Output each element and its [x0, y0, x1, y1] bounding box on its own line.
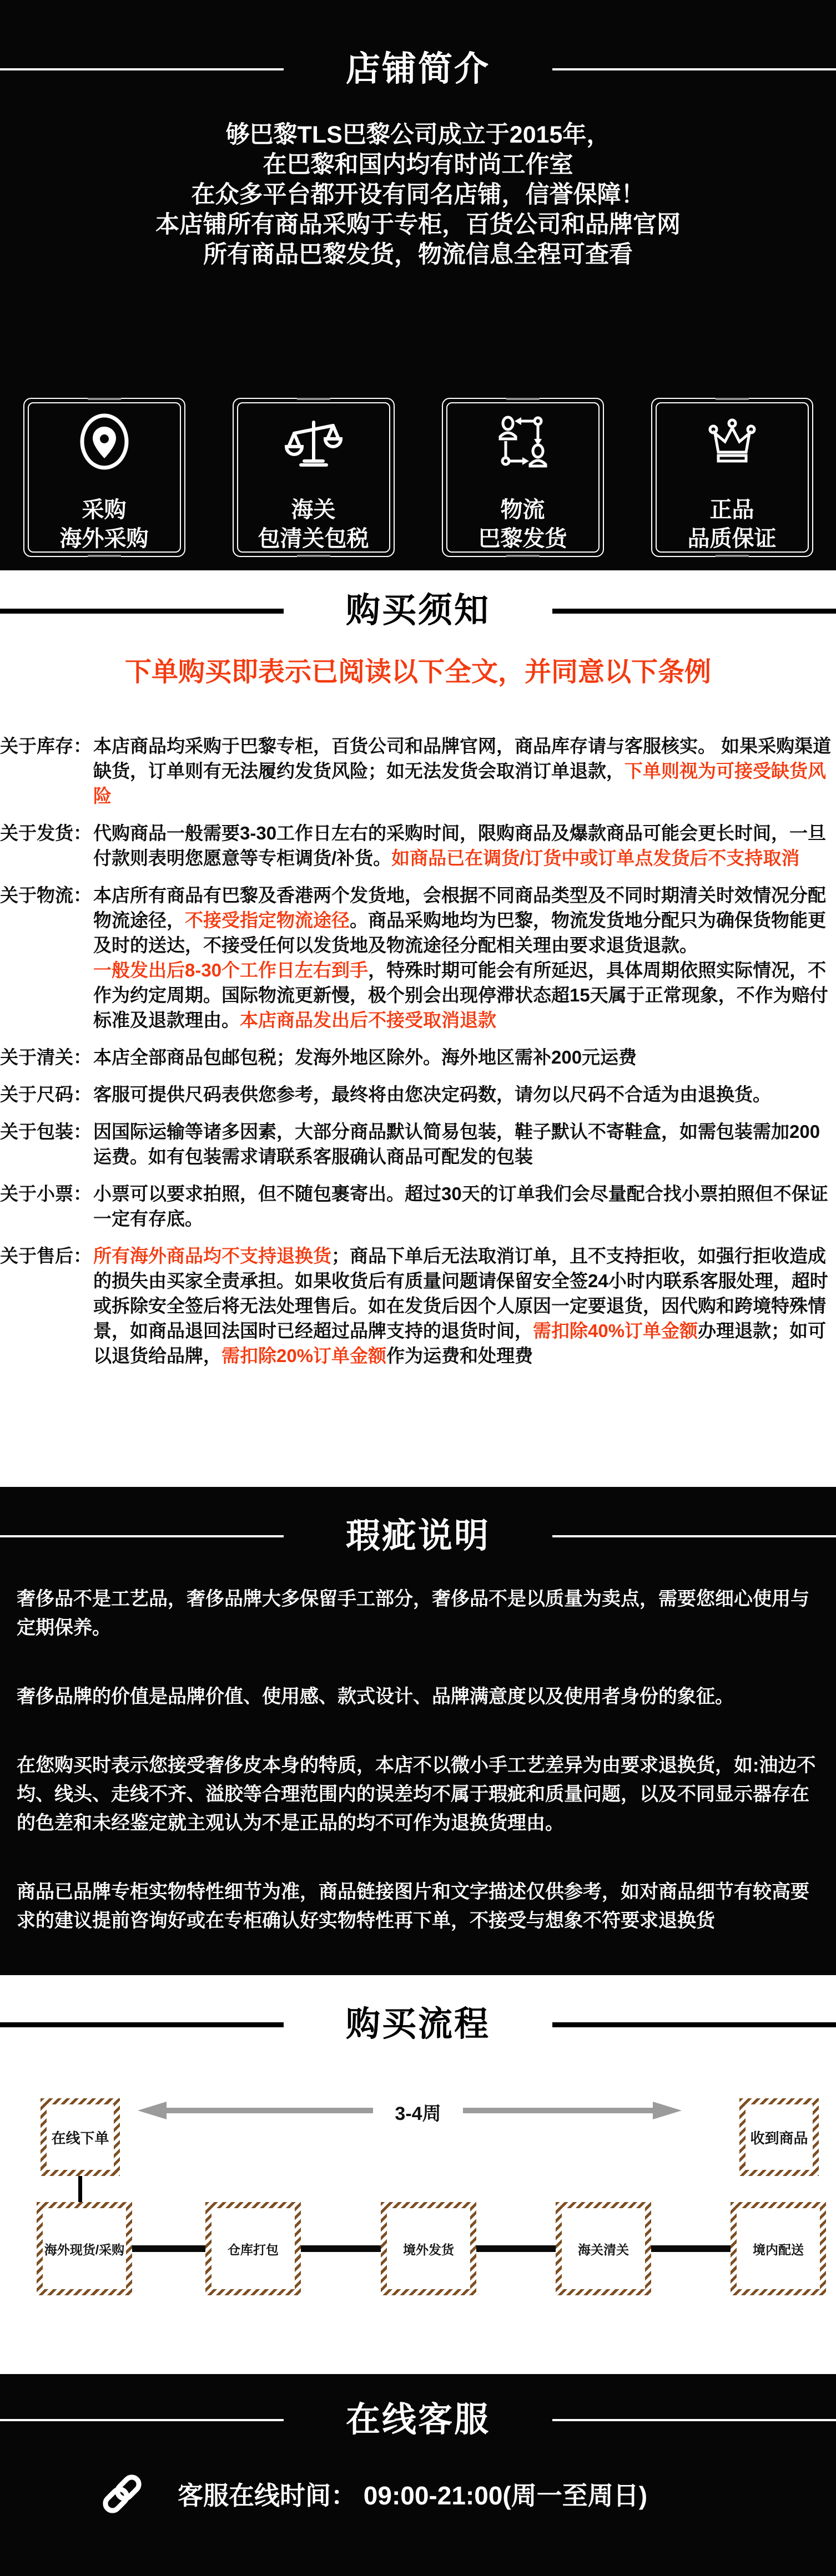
flow-start-box	[41, 2098, 120, 2176]
service-row	[94, 2466, 836, 2522]
title-line-right	[552, 2022, 836, 2027]
notice-item-label: 关于清关：	[0, 1047, 92, 1067]
title-line-left	[0, 2022, 284, 2027]
flow-connector	[301, 2245, 381, 2252]
service-title-row	[0, 2374, 836, 2441]
notice-item-text	[93, 821, 836, 871]
flow-step-label: 海关清关	[562, 2208, 645, 2289]
defect-paragraph: 商品已品牌专柜实物特性细节为准，商品链接图片和文字描述仅供参考，如对商品细节有较高要求的建议提前咨询好或在专柜确认好实物特性再下单，不接受与想象不符要求退换货	[17, 1881, 809, 1931]
text-highlight: 本店商品发出后不接受取消退款	[240, 1010, 496, 1030]
text-segment: 代购商品一般需要3-30工作日左右的采购时间，限购商品及爆款商品可能会更长时间，一旦付款则表明您愿意等专柜调货/补货。	[93, 823, 827, 868]
section-defect-note	[0, 1487, 836, 1975]
store-intro-title: 店铺简介	[346, 50, 491, 88]
guarantee-badge	[23, 398, 185, 557]
guarantee-badge-frame	[656, 402, 809, 553]
store-intro-text	[0, 120, 836, 270]
text-highlight: 一般发出后8-30个工作日左右到手	[93, 960, 369, 980]
service-hours: 客服在线时间： 09:00-21:00(周一至周日)	[178, 2481, 648, 2510]
logistics-icon	[492, 411, 553, 472]
guarantee-badge-frame	[446, 402, 600, 553]
guarantee-badges	[0, 398, 836, 557]
notice-item-label: 关于包装：	[0, 1121, 92, 1142]
title-line-left	[0, 2419, 284, 2421]
flow-step-box	[381, 2202, 476, 2295]
text-highlight: 需扣除40%订单金额	[533, 1320, 698, 1341]
text-segment: 客服可提供尺码表供您参考，最终将由您决定码数，请勿以尺码不合适为由退换货。	[93, 1084, 771, 1105]
badge-label-line1: 海关	[291, 498, 336, 522]
arrow-left-head-icon	[138, 2102, 167, 2119]
notice-item-text	[93, 1119, 836, 1169]
text-segment: 本店所有商品有巴黎及香港两个发货地，会根据不同商品类型及不同时期清关时效情况分配物流途径，	[93, 885, 826, 930]
text-highlight: 所有海外商品均不支持退换货	[93, 1246, 331, 1266]
defect-paragraph: 在您购买时表示您接受奢侈皮本身的特质，本店不以微小手工艺差异为由要求退换货，如:油边不均、线头、走线不齐、溢胶等合理范围内的误差均不属于瑕疵和质量问题，以及不同显示器存在的色差和未经鉴定就主观认为不是正品的均不可作为退换货理由。	[17, 1755, 816, 1834]
defect-title-row	[0, 1487, 836, 1557]
section-purchase-process	[0, 1975, 836, 2374]
location-pin-icon	[74, 411, 135, 472]
text-highlight: 如商品已在调货/订货中或订单点发货后不支持取消	[391, 848, 800, 868]
text-highlight: 不接受指定物流途径	[185, 910, 350, 930]
text-segment: 。商品采购地均为巴黎，物流发货地分配只为确保货物能更及时的送达，不接受任何以发货地及物流途径分配相关理由要求退货退款。	[93, 910, 826, 955]
process-title-row	[0, 1975, 836, 2045]
flow-step-box	[37, 2202, 132, 2295]
notice-alert: 下单购买即表示已阅读以下全文，并同意以下条例	[124, 657, 711, 687]
flow-step-label: 境内配送	[737, 2208, 820, 2289]
badge-label-line2: 包清关包税	[258, 527, 369, 551]
badge-label-line1: 采购	[82, 498, 127, 522]
badge-label-line2: 品质保证	[687, 527, 777, 551]
title-line-right	[552, 68, 836, 70]
section-purchase-notice	[0, 570, 836, 1487]
chain-link-icon	[94, 2466, 150, 2522]
defect-paragraphs	[0, 1585, 836, 1935]
notice-item	[0, 1119, 836, 1169]
notice-list	[0, 733, 836, 1397]
purchase-notice-title: 购买须知	[346, 591, 491, 630]
notice-item	[0, 1045, 836, 1070]
notice-item-text	[93, 1181, 836, 1231]
notice-item-text	[93, 733, 836, 808]
flow-connector	[651, 2245, 731, 2252]
notice-item-text	[93, 1243, 836, 1368]
arrow-left-shaft	[167, 2108, 373, 2113]
scales-icon	[283, 411, 344, 472]
store-intro-line: 在巴黎和国内均有时尚工作室	[263, 151, 573, 178]
store-intro-line: 够巴黎TLS巴黎公司成立于2015年，	[225, 122, 611, 148]
title-line-left	[0, 609, 284, 614]
flow-start-label: 在线下单	[47, 2104, 114, 2170]
defect-paragraph: 奢侈品不是工艺品，奢侈品牌大多保留手工部分，奢侈品不是以质量为卖点，需要您细心使用与定期保养。	[17, 1588, 809, 1638]
store-intro-line: 本店铺所有商品采购于专柜，百货公司和品牌官网	[155, 211, 681, 238]
badge-label-line1: 物流	[500, 498, 545, 522]
section-online-service	[0, 2374, 836, 2576]
defect-paragraph: 奢侈品牌的价值是品牌价值、使用感、款式设计、品牌满意度以及使用者身份的象征。	[17, 1686, 734, 1707]
text-segment: 作为运费和处理费	[386, 1345, 533, 1366]
notice-item-label: 关于库存：	[0, 736, 92, 756]
arrow-right-shaft	[463, 2108, 653, 2113]
notice-item-label: 关于物流：	[0, 885, 92, 905]
title-line-right	[552, 2419, 836, 2421]
text-segment: ；商品下单后无法取消订单，且不支持拒收，如强行拒收造成的损失由买家全责承担。如果收货后有质量问题请保留安全签24小时内联系客服处理，超时或拆除安全签后将无法处理售后。如在发货后因个人原因一定要退货，因代购和跨境特殊情景，如商品退回法国时已经超过品牌支持的退货时间，	[93, 1246, 828, 1341]
duration-label: 3-4周	[395, 2103, 441, 2124]
title-line-right	[552, 609, 836, 614]
flow-step-label: 海外现货/采购	[43, 2208, 126, 2289]
text-segment: 因国际运输等诸多因素，大部分商品默认简易包装，鞋子默认不寄鞋盒，如需包装需加200运费。如有包装需求请联系客服确认商品可配发的包装	[93, 1121, 820, 1167]
purchase-notice-title-row	[0, 570, 836, 631]
text-highlight: 下单则视为可接受缺货风险	[93, 761, 826, 806]
arrow-right-head-icon	[653, 2102, 682, 2119]
title-line-right	[552, 1535, 836, 1537]
flow-step-label: 仓库打包	[211, 2208, 295, 2289]
guarantee-badge-frame	[237, 402, 390, 553]
flow-step-box	[731, 2202, 826, 2295]
text-segment: 办理退款；如可以退货给品牌，	[93, 1320, 827, 1366]
guarantee-badge	[233, 398, 395, 557]
notice-item	[0, 1082, 836, 1107]
text-segment: 小票可以要求拍照，但不随包裹寄出。超过30天的订单我们会尽量配合找小票拍照但不保证一定有存底。	[93, 1183, 828, 1229]
badge-label-line1: 正品	[709, 498, 754, 522]
notice-item	[0, 733, 836, 808]
title-line-left	[0, 68, 284, 70]
notice-item	[0, 883, 836, 1033]
flow-step-box	[205, 2202, 301, 2295]
section-store-intro	[0, 0, 836, 570]
store-intro-line: 在众多平台都开设有同名店铺，信誉保障！	[191, 181, 645, 208]
service-title: 在线客服	[346, 2401, 491, 2439]
text-segment: ，特殊时期可能会有所延迟，具体周期依照实际情况，不作为约定周期。国际物流更新慢，极个别会出现停滞状态超15天属于正常现象，不作为赔付标准及退款理由。	[93, 960, 828, 1030]
text-segment: 本店商品均采购于巴黎专柜，百货公司和品牌官网，商品库存请与客服核实。 如果采购渠道缺货，订单则有无法履约发货风险；如无法发货会取消订单退款，	[93, 736, 832, 781]
flow-step-box	[556, 2202, 651, 2295]
flow-connector	[132, 2245, 205, 2252]
notice-item-label: 关于尺码：	[0, 1084, 92, 1105]
flow-vertical-connector	[78, 2176, 82, 2202]
defect-title: 瑕疵说明	[346, 1517, 491, 1555]
flow-end-box	[739, 2098, 819, 2176]
notice-item-label: 关于发货：	[0, 823, 92, 843]
notice-item-text	[93, 883, 836, 1033]
notice-item	[0, 821, 836, 871]
text-highlight: 需扣除20%订单金额	[221, 1345, 387, 1366]
process-title: 购买流程	[346, 2005, 491, 2043]
store-intro-title-row	[0, 0, 836, 90]
flow-step-label: 境外发货	[387, 2208, 470, 2289]
store-intro-line: 所有商品巴黎发货，物流信息全程可查看	[203, 241, 633, 268]
guarantee-badge	[651, 398, 813, 557]
badge-label-line2: 海外采购	[59, 527, 149, 551]
badge-label-line2: 巴黎发货	[478, 527, 567, 551]
notice-item	[0, 1181, 836, 1231]
notice-item-text	[93, 1082, 836, 1107]
crown-icon	[702, 411, 763, 472]
notice-item-text	[93, 1045, 836, 1070]
notice-item	[0, 1243, 836, 1368]
title-line-left	[0, 1535, 284, 1537]
purchase-flowchart	[0, 2098, 836, 2298]
notice-item-label: 关于小票：	[0, 1183, 92, 1204]
notice-item-label: 关于售后：	[0, 1246, 92, 1266]
flow-end-label: 收到商品	[746, 2104, 813, 2170]
guarantee-badge	[442, 398, 604, 557]
flow-connector	[476, 2245, 556, 2252]
guarantee-badge-frame	[28, 402, 181, 553]
text-segment: 本店全部商品包邮包税；发海外地区除外。海外地区需补200元运费	[93, 1047, 637, 1067]
